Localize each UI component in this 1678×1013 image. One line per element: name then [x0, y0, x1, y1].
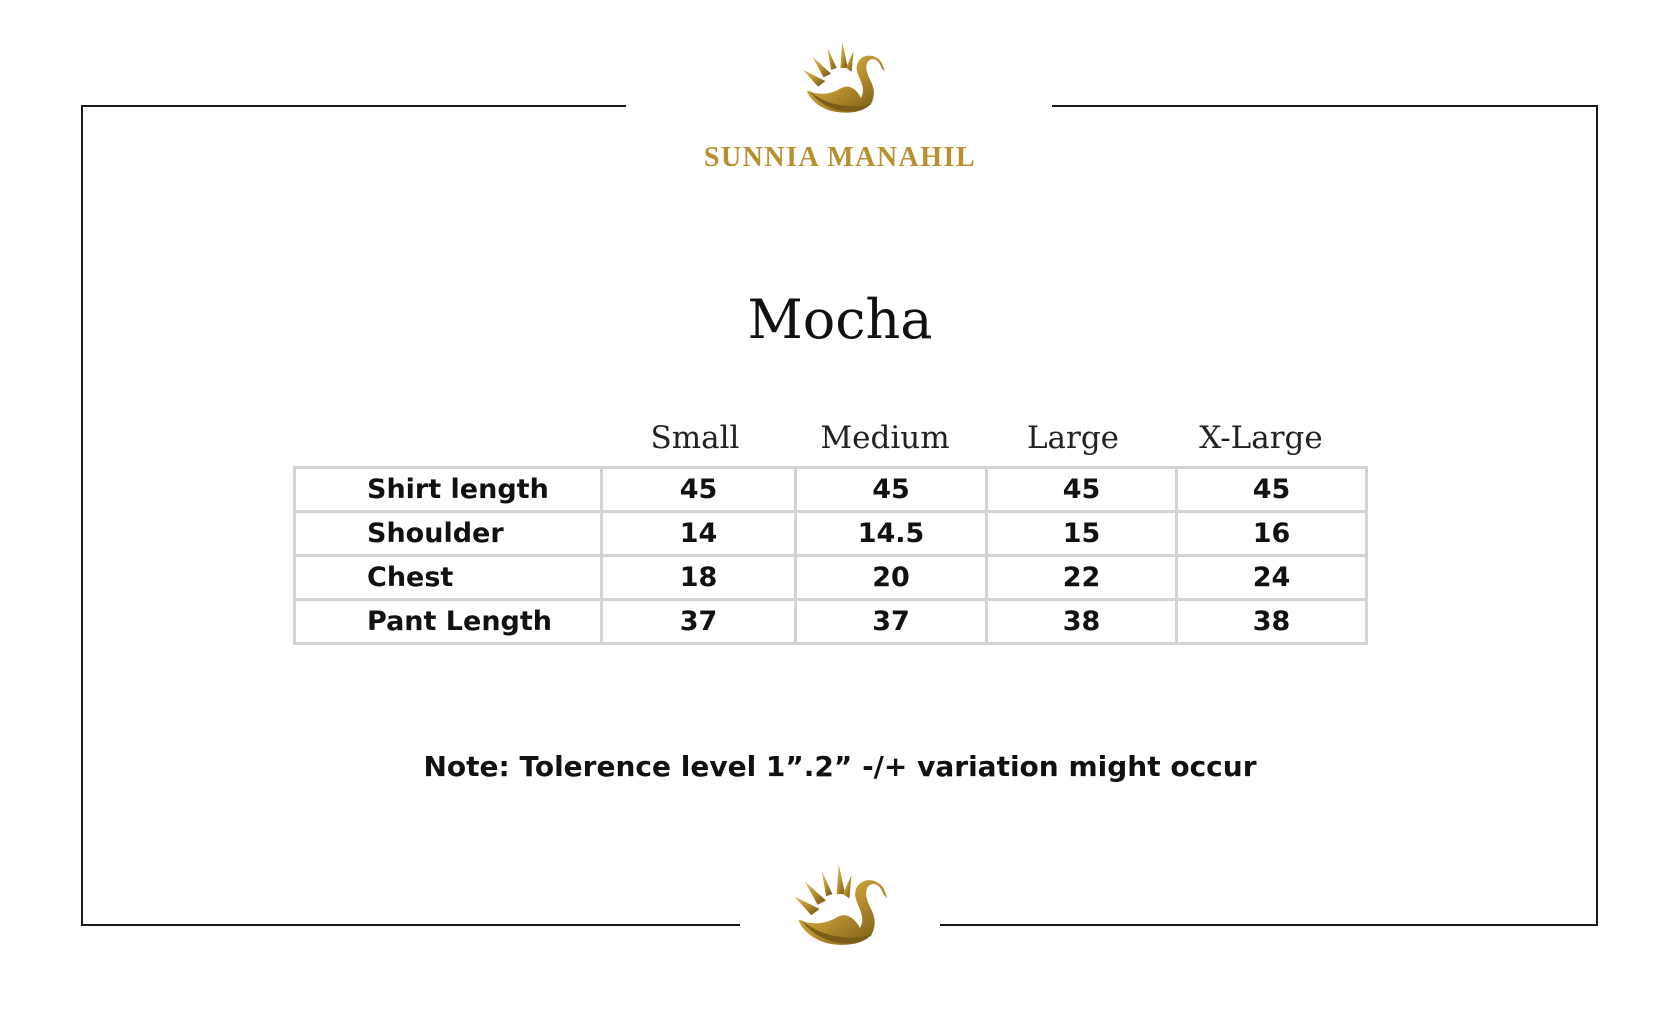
frame-top-right-line	[1052, 105, 1598, 107]
table-cell: 16	[1177, 512, 1367, 556]
frame-top-left-line	[81, 105, 626, 107]
frame-left-line	[81, 105, 83, 926]
col-header-small: Small	[650, 420, 740, 456]
table-cell: 45	[1177, 468, 1367, 512]
row-label: Shoulder	[295, 512, 602, 556]
table-cell: 38	[987, 600, 1177, 644]
table-cell: 14	[602, 512, 796, 556]
row-label: Chest	[295, 556, 602, 600]
table-row	[295, 512, 1367, 556]
table-cell: 14.5	[796, 512, 987, 556]
table-cell: 45	[602, 468, 796, 512]
table-cell: 37	[602, 600, 796, 644]
table-cell: 24	[1177, 556, 1367, 600]
brand-name: SUNNIA MANAHIL	[703, 142, 977, 173]
col-header-medium: Medium	[820, 420, 950, 456]
table-cell: 20	[796, 556, 987, 600]
table-row	[295, 600, 1367, 644]
page-title: Mocha	[747, 288, 933, 351]
swan-logo-icon	[798, 40, 894, 124]
table-row	[295, 556, 1367, 600]
table-cell: 37	[796, 600, 987, 644]
col-header-xlarge: X-Large	[1199, 420, 1323, 456]
col-header-large: Large	[1026, 420, 1120, 456]
table-cell: 38	[1177, 600, 1367, 644]
frame-bottom-right-line	[940, 924, 1598, 926]
row-label: Pant Length	[295, 600, 602, 644]
swan-logo-icon	[790, 862, 896, 958]
frame-bottom-left-line	[81, 924, 740, 926]
table-row	[295, 468, 1367, 512]
frame-right-line	[1596, 105, 1598, 926]
table-cell: 18	[602, 556, 796, 600]
row-label: Shirt length	[295, 468, 602, 512]
table-cell: 22	[987, 556, 1177, 600]
table-cell: 45	[796, 468, 987, 512]
table-cell: 15	[987, 512, 1177, 556]
size-chart-table	[293, 466, 1368, 645]
tolerance-note: Note: Tolerence level 1”.2” -/+ variation might occur	[423, 750, 1257, 783]
table-cell: 45	[987, 468, 1177, 512]
